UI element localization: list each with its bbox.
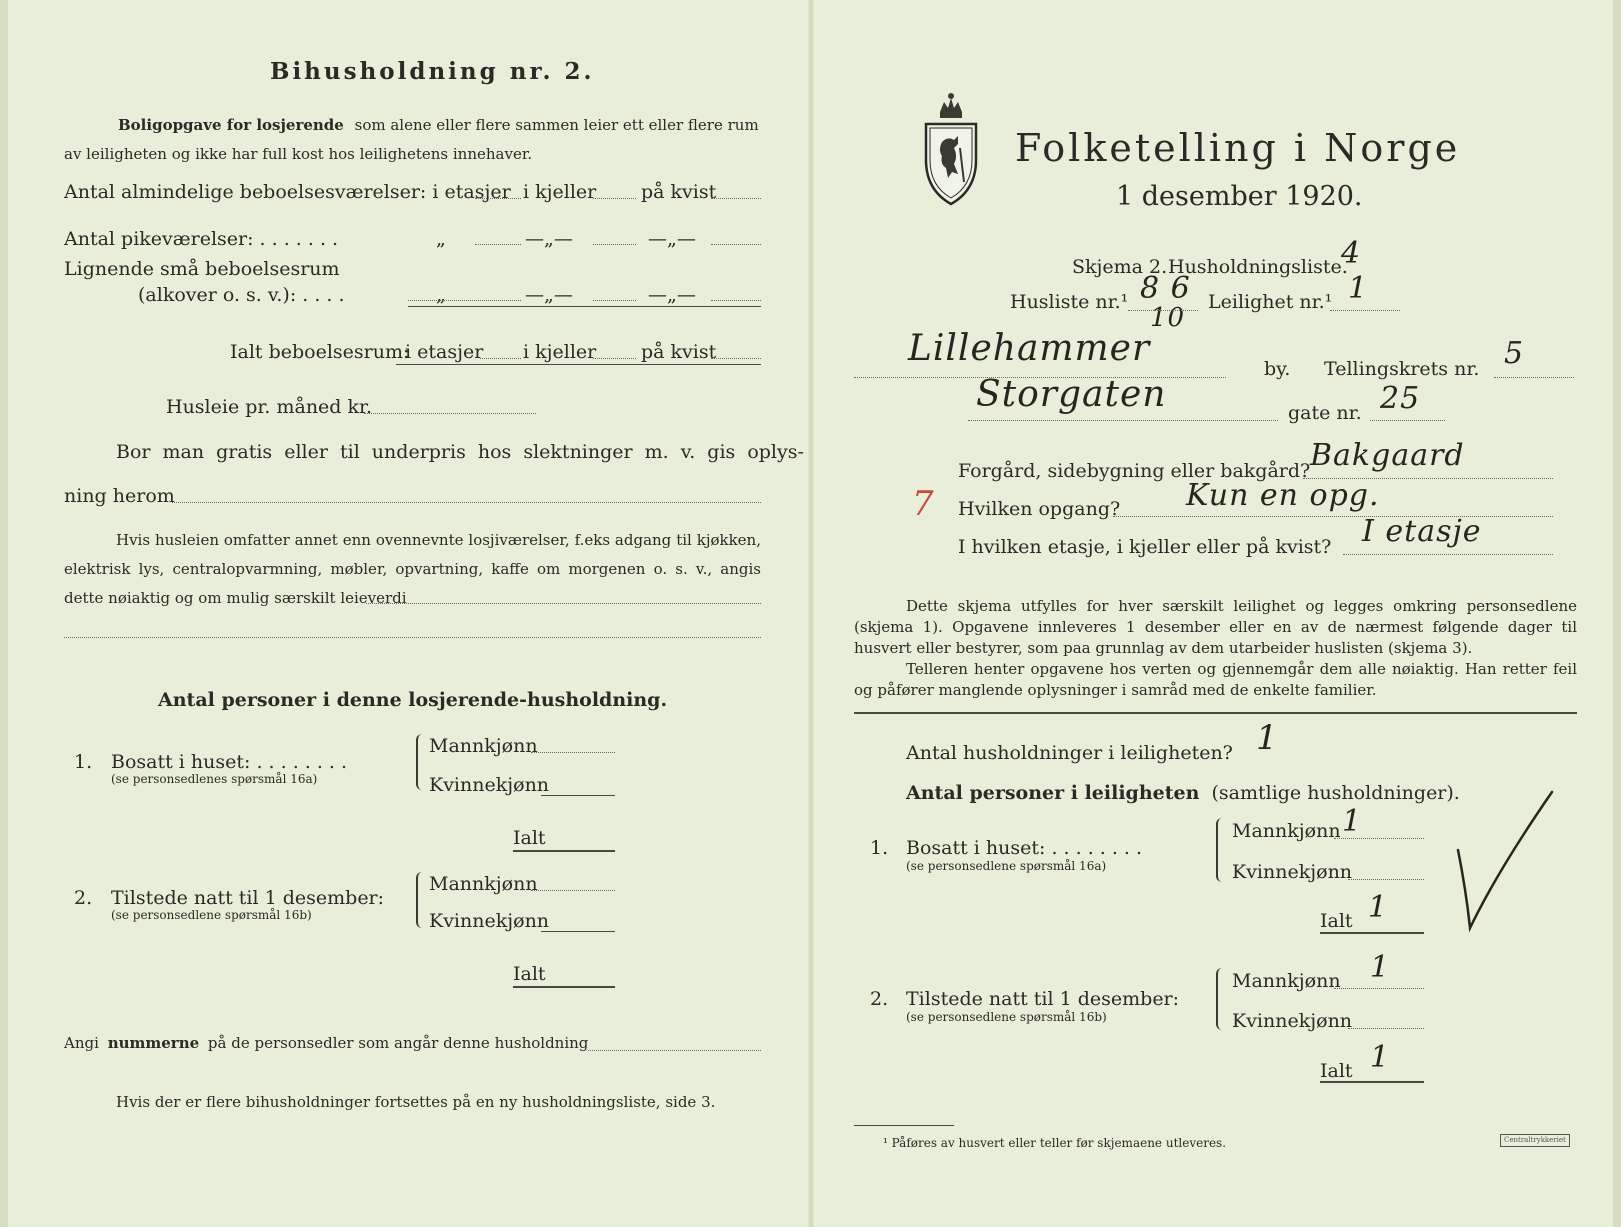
right-b1-mann: Mannkjønn — [1232, 820, 1341, 842]
left-b1-kvinne-line[interactable] — [541, 795, 615, 796]
husliste-label: Husliste nr.¹ — [1010, 291, 1129, 313]
left-b1-ialt: Ialt — [513, 827, 546, 849]
right-b2-ialt-value[interactable]: 1 — [1370, 1040, 1391, 1075]
left-b1-mann: Mannkjønn — [429, 735, 538, 757]
right-b2-mann: Mannkjønn — [1232, 970, 1341, 992]
etasje-value[interactable]: I etasje — [1362, 514, 1482, 549]
intro-rest: som alene eller flere sammen leier ett eller flere rum — [354, 116, 759, 134]
gate-nr-value[interactable]: 25 — [1380, 381, 1421, 416]
form-title: Folketelling i Norge — [1015, 126, 1461, 170]
left-antal-heading: Antal personer i denne losjerende-husholdning. — [158, 689, 668, 711]
left-item1-num: 1. — [74, 751, 93, 773]
ialt-etasjer: i etasjer — [405, 341, 484, 363]
row2-ditto-3: —„— — [648, 228, 696, 250]
skjema-label: Skjema 2. — [1072, 256, 1168, 278]
left-b2-kvinne-line[interactable] — [541, 931, 615, 932]
hvis-line[interactable] — [366, 603, 761, 604]
row2-ditto-1: „ — [436, 228, 446, 250]
right-b2-mann-line — [1334, 988, 1424, 989]
right-b2-ialt-line — [1320, 1081, 1424, 1083]
row1-kjeller-line[interactable] — [593, 198, 636, 199]
footnote-rule — [854, 1125, 954, 1126]
bor-line[interactable] — [172, 502, 761, 503]
hvis-text: Hvis husleien omfatter annet enn ovennevnte losjiværelser, f.eks adgang til kjøkken, elektrisk lys, centralopvarmning, møbler, opvartning, kaffe om morgenen o. s. v., angis dette nøiaktig og om mulig særskilt leieverdi — [64, 531, 761, 607]
left-brace-2 — [416, 872, 424, 928]
row3-ditto-1: „ — [436, 284, 446, 306]
hvis-line-2[interactable] — [64, 637, 761, 638]
tellingskrets-value[interactable]: 5 — [1504, 336, 1525, 371]
row2-line-2[interactable] — [593, 244, 636, 245]
angi-line[interactable] — [588, 1050, 761, 1051]
gate-value[interactable]: Storgaten — [976, 374, 1167, 415]
by-label: by. — [1264, 358, 1291, 380]
left-item2-sub: (se personsedlene spørsmål 16b) — [111, 908, 312, 922]
left-b2-kvinne: Kvinnekjønn — [429, 910, 550, 932]
etasje-line — [1343, 554, 1553, 555]
row3-label-b: (alkover o. s. v.): . . . . — [138, 284, 345, 306]
printer-stamp: Centraltrykkeriet — [1500, 1134, 1570, 1147]
row1-etasjer-line[interactable] — [475, 198, 521, 199]
right-item1-num: 1. — [870, 837, 889, 859]
right-rule — [854, 712, 1577, 714]
left-item1-label: Bosatt i huset: . . . . . . . . — [111, 751, 348, 773]
antal-pers-rest: (samtlige husholdninger). — [1211, 782, 1460, 804]
intro-line2: av leiligheten og ikke har full kost hos leilighetens innehaver. — [64, 145, 533, 163]
gate-label: gate nr. — [1288, 402, 1362, 424]
footnote: ¹ Påføres av husvert eller teller før skjemaene utleveres. — [883, 1136, 1227, 1150]
row3-label-a: Lignende små beboelsesrum — [64, 258, 340, 280]
row3-ditto-3: —„— — [648, 284, 696, 306]
left-intro — [118, 116, 759, 134]
forgard-label: Forgård, sidebygning eller bakgård? — [958, 460, 1311, 482]
antal-hush-value[interactable]: 1 — [1256, 718, 1279, 758]
ialt-kvist-line[interactable] — [711, 358, 761, 359]
husliste-value-2[interactable]: 10 — [1150, 303, 1186, 333]
right-b2-kvinne-line — [1348, 1028, 1424, 1029]
bor-line2: ning herom — [64, 485, 175, 507]
left-item1-sub: (se personsedlenes spørsmål 16a) — [111, 772, 318, 786]
angi-row — [64, 1034, 588, 1052]
row3-line-2[interactable] — [593, 300, 636, 301]
row1-label: Antal almindelige beboelsesværelser: i etasjer — [64, 181, 511, 203]
left-b2-mann-line[interactable] — [531, 890, 615, 891]
opgang-line — [1113, 516, 1553, 517]
gate-line — [968, 420, 1278, 421]
leilighet-label: Leilighet nr.¹ — [1208, 291, 1333, 313]
leilighet-line — [1330, 310, 1400, 311]
angi-a: Angi — [64, 1034, 99, 1052]
ialt-rule — [396, 364, 761, 365]
ialt-rum-label: Ialt beboelsesrum: — [230, 341, 410, 363]
gate-nr-line — [1370, 420, 1445, 421]
antal-pers-bold: Antal personer i leiligheten — [906, 782, 1200, 804]
ialt-kvist: på kvist — [641, 341, 717, 363]
left-item2-num: 2. — [74, 887, 93, 909]
antal-pers-row — [906, 782, 1460, 804]
row3-ditto-2: —„— — [525, 284, 573, 306]
norway-coat-of-arms-icon — [920, 90, 982, 206]
husleie-line[interactable] — [364, 413, 536, 414]
right-b1-kvinne: Kvinnekjønn — [1232, 861, 1353, 883]
right-b1-mann-value[interactable]: 1 — [1342, 804, 1363, 839]
bor-line1: Bor man gratis eller til underpris hos slektninger m. v. gis oplys- — [116, 441, 804, 463]
right-brace-1 — [1216, 818, 1224, 882]
left-b2-ialt-line[interactable] — [513, 986, 615, 988]
left-b2-ialt: Ialt — [513, 963, 546, 985]
husliste-value[interactable]: 8 6 — [1140, 271, 1191, 306]
antal-hush-label: Antal husholdninger i leiligheten? — [906, 742, 1233, 764]
right-b1-kvinne-line — [1348, 879, 1424, 880]
check-mark-icon — [1448, 780, 1568, 940]
left-item2-label: Tilstede natt til 1 desember: — [111, 887, 385, 909]
row2-line-3[interactable] — [711, 244, 761, 245]
row2-label: Antal pikeværelser: . . . . . . . — [64, 228, 339, 250]
left-b2-mann: Mannkjønn — [429, 873, 538, 895]
right-b1-ialt: Ialt — [1320, 910, 1353, 932]
tellingskrets-label: Tellingskrets nr. — [1324, 358, 1480, 380]
angi-b: nummerne — [107, 1034, 200, 1052]
page-fold — [808, 0, 814, 1227]
intro-bold: Boligopgave for losjerende — [118, 116, 344, 134]
husliste-line — [1128, 310, 1198, 311]
right-b1-mann-line — [1334, 838, 1424, 839]
right-item1-sub: (se personsedlene spørsmål 16a) — [906, 859, 1107, 873]
ialt-kjeller: i kjeller — [523, 341, 597, 363]
row2-line-1[interactable] — [475, 244, 521, 245]
ialt-kjeller-line[interactable] — [593, 358, 636, 359]
etasje-label: I hvilken etasje, i kjeller eller på kvist? — [958, 536, 1332, 558]
husholdningsliste-value[interactable]: 4 — [1341, 236, 1362, 271]
right-item2-num: 2. — [870, 988, 889, 1010]
margin-mark: 7 — [912, 484, 935, 524]
by-value[interactable]: Lillehammer — [908, 328, 1151, 369]
row2-ditto-2: —„— — [525, 228, 573, 250]
row3-line-1[interactable] — [408, 300, 521, 301]
husholdningsliste-label: Husholdningsliste. — [1168, 256, 1348, 278]
leilighet-value[interactable]: 1 — [1348, 271, 1369, 306]
row3-line-3[interactable] — [711, 300, 761, 301]
right-brace-2 — [1216, 968, 1224, 1030]
row1-kvist: på kvist — [641, 181, 717, 203]
opgang-label: Hvilken opgang? — [958, 498, 1121, 520]
left-b1-ialt-line[interactable] — [513, 850, 615, 852]
left-b1-mann-line[interactable] — [531, 752, 615, 753]
right-b1-ialt-line — [1320, 932, 1424, 934]
right-item2-sub: (se personsedlene spørsmål 16b) — [906, 1010, 1107, 1024]
forgard-value[interactable]: Bakgaard — [1310, 438, 1465, 473]
right-b1-ialt-value[interactable]: 1 — [1368, 890, 1389, 925]
right-b2-mann-value[interactable]: 1 — [1370, 950, 1391, 985]
husleie-label: Husleie pr. måned kr. — [166, 396, 373, 418]
right-item1-label: Bosatt i huset: . . . . . . . . — [906, 837, 1143, 859]
left-heading: Bihusholdning nr. 2. — [270, 58, 595, 85]
left-brace-1 — [416, 734, 424, 790]
right-b2-kvinne: Kvinnekjønn — [1232, 1010, 1353, 1032]
ialt-etasjer-line[interactable] — [480, 358, 521, 359]
row1-kjeller: i kjeller — [523, 181, 597, 203]
left-b1-kvinne: Kvinnekjønn — [429, 774, 550, 796]
form-date: 1 desember 1920. — [1116, 181, 1363, 212]
left-footer: Hvis der er flere bihusholdninger fortsettes på en ny husholdningsliste, side 3. — [116, 1093, 716, 1111]
row1-kvist-line[interactable] — [711, 198, 761, 199]
dette-text: Dette skjema utfylles for hver særskilt leilighet og legges omkring personsedlene (skjema 1). Opgavene innleveres 1 desember eller en av de nærmest følgende dager til husvert eller bestyrer, som paa grunnlag av dem utarbeider huslisten (skjema 3). — [854, 597, 1577, 657]
telleren-text: Telleren henter opgavene hos verten og gjennemgår dem alle nøiaktig. Han retter feil og påfører manglende oplysninger i samråd med de enkelte familier. — [854, 660, 1577, 699]
tellingskrets-line — [1494, 377, 1574, 378]
row3-sum-rule — [408, 306, 761, 307]
angi-c: på de personsedler som angår denne husholdning — [207, 1034, 589, 1052]
right-item2-label: Tilstede natt til 1 desember: — [906, 988, 1180, 1010]
right-b2-ialt: Ialt — [1320, 1060, 1353, 1082]
opgang-value[interactable]: Kun en opg. — [1186, 478, 1380, 513]
